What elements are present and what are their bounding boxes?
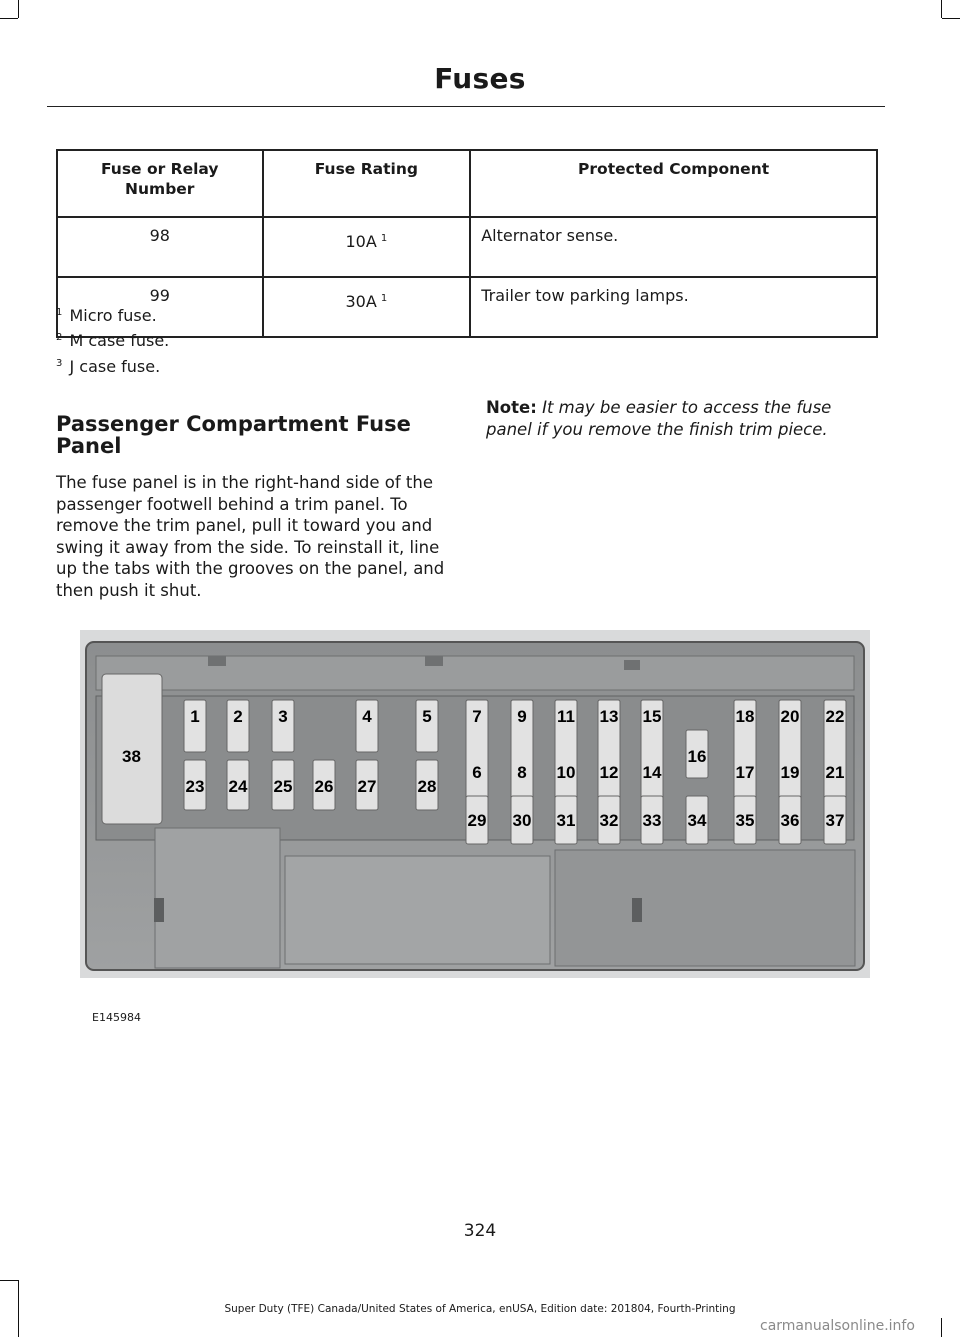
- crop-mark: [941, 0, 942, 18]
- fuse-label: 31: [556, 811, 576, 830]
- fuse-rating: [263, 277, 471, 337]
- crop-mark: [0, 18, 18, 19]
- fuse-label: 27: [357, 777, 377, 796]
- fuse-label: 26: [314, 777, 334, 796]
- fuse-label: 29: [467, 811, 487, 830]
- footnote-ref: 1: [380, 233, 388, 244]
- table-header: Protected Component: [470, 150, 877, 217]
- crop-mark: [18, 0, 19, 18]
- note-label: Note:: [486, 398, 537, 417]
- fuse-rating: [263, 217, 471, 277]
- section-body: The fuse panel is in the right-hand side of the passenger footwell behind a trim panel. To remove the trim panel, pull it toward you and swing it away from the side. To reinstall it, line up the tabs with the grooves on the panel, and then push it shut.: [56, 473, 445, 600]
- fuse-label: 7: [472, 707, 482, 726]
- fuse-label: 25: [273, 777, 293, 796]
- footnote-text: M case fuse.: [69, 331, 170, 350]
- fuse-label: 1: [190, 707, 200, 726]
- title-divider: [47, 106, 885, 107]
- fuse-label: 28: [417, 777, 437, 796]
- fuse-label: 18: [735, 707, 755, 726]
- table-header: Fuse or Relay Number: [57, 150, 263, 217]
- footnote-ref: 1: [380, 293, 388, 304]
- fuse-label: 19: [780, 763, 800, 782]
- fuse-label: 34: [687, 811, 707, 830]
- fuse-label: 32: [599, 811, 619, 830]
- table-header: Fuse Rating: [263, 150, 471, 217]
- page-number: 324: [463, 1221, 497, 1241]
- footnote: [56, 357, 160, 376]
- fuse-label: 6: [472, 763, 482, 782]
- page-title: Fuses: [434, 62, 526, 95]
- fuse-table: [56, 149, 878, 338]
- fuse-label: 22: [825, 707, 845, 726]
- fuse-label: 20: [780, 707, 800, 726]
- section-heading: Passenger Compartment Fuse Panel: [56, 412, 411, 458]
- footnote-mark: 2: [56, 332, 63, 343]
- fuse-label: 14: [642, 763, 662, 782]
- fuse-label: 9: [517, 707, 527, 726]
- relay-label: 38: [122, 747, 141, 766]
- fuse-label: 33: [642, 811, 662, 830]
- fuse-label: 2: [233, 707, 243, 726]
- crop-mark: [941, 1318, 942, 1337]
- protected-component: Alternator sense.: [470, 217, 877, 277]
- fuse-label: 10: [556, 763, 576, 782]
- fuse-label: 5: [422, 707, 432, 726]
- fuse-label: 23: [185, 777, 205, 796]
- figure-id: E145984: [92, 1011, 141, 1024]
- fuse-label: 17: [735, 763, 755, 782]
- crop-mark: [942, 18, 960, 19]
- footnote-text: Micro fuse.: [69, 306, 157, 325]
- fuse-label: 15: [642, 707, 662, 726]
- protected-component: Trailer tow parking lamps.: [470, 277, 877, 337]
- fuse-label: 11: [557, 707, 575, 726]
- note: [486, 397, 876, 440]
- fuse-label: 8: [517, 763, 527, 782]
- fuse-label: 4: [362, 707, 372, 726]
- crop-mark: [0, 1280, 18, 1281]
- note-text: It may be easier to access the fuse panel if you remove the finish trim piece.: [486, 398, 832, 439]
- fuse-label: 30: [512, 811, 532, 830]
- table-row: [57, 277, 877, 337]
- fuse-label: 21: [825, 763, 845, 782]
- footnote-mark: 3: [56, 358, 63, 369]
- footnote-text: J case fuse.: [69, 357, 161, 376]
- watermark: carmanualsonline.info: [760, 1318, 915, 1334]
- page-footer: Super Duty (TFE) Canada/United States of America, enUSA, Edition date: 201804, Fourth-Printing: [224, 1303, 736, 1315]
- rating-value: 10A: [345, 232, 377, 251]
- fuse-label: 12: [599, 763, 619, 782]
- fuse-label: 36: [780, 811, 800, 830]
- footnote: [56, 331, 169, 350]
- footnote-mark: 1: [56, 307, 63, 318]
- footnote: [56, 306, 157, 325]
- fuse-label: 16: [687, 747, 707, 766]
- rating-value: 30A: [345, 292, 377, 311]
- fuse-panel-diagram: [80, 630, 870, 978]
- table-header-row: [57, 150, 877, 217]
- fuse-label: 24: [228, 777, 248, 796]
- fuse-label: 37: [825, 811, 845, 830]
- fuse-label: 3: [278, 707, 288, 726]
- fuse-number: 99: [57, 277, 263, 337]
- table-row: [57, 217, 877, 277]
- fuse-label: 13: [599, 707, 619, 726]
- fuse-number: 98: [57, 217, 263, 277]
- fuse-label: 35: [735, 811, 755, 830]
